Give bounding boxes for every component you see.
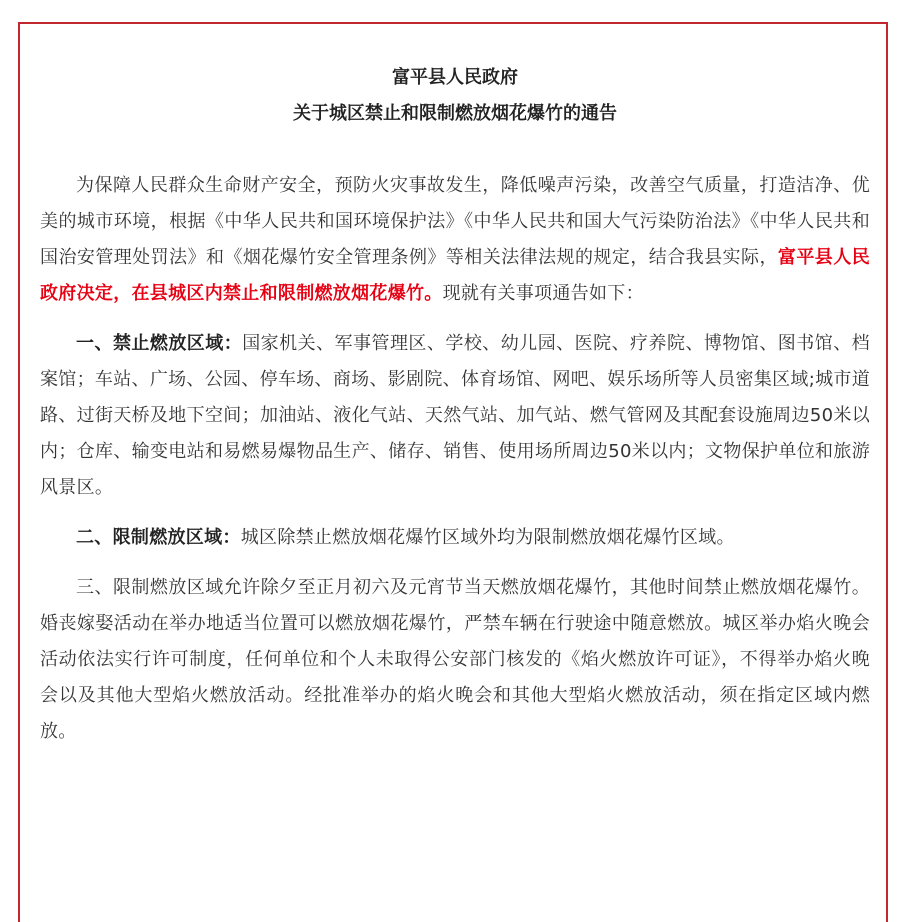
section2-heading: 限制燃放区域： <box>112 527 241 548</box>
section1-prefix: 一、 <box>76 333 113 354</box>
intro-paragraph <box>40 168 870 312</box>
section-permitted-times <box>40 570 870 750</box>
section1-body: 国家机关、军事管理区、学校、幼儿园、医院、疗养院、博物馆、图书馆、档案馆；车站、广场、公园、停车场、商场、影剧院、体育场馆、网吧、娱乐场所等人员密集区域;城市道路、过街天桥及地下空间；加油站、液化气站、天然气站、加气站、燃气管网及其配套设施周边50米以内；仓库、输变电站和易燃易爆物品生产、储存、销售、使用场所周边50米以内；文物保护单位和旅游风景区。 <box>40 333 870 498</box>
notice-title: 关于城区禁止和限制燃放烟花爆竹的通告 <box>293 103 617 124</box>
section2-body: 城区除禁止燃放烟花爆竹区域外均为限制燃放烟花爆竹区域。 <box>240 527 735 548</box>
section-prohibited <box>40 326 870 506</box>
section3-body: 三、限制燃放区域允许除夕至正月初六及元宵节当天燃放烟花爆竹，其他时间禁止燃放烟花爆竹。婚丧嫁娶活动在举办地适当位置可以燃放烟花爆竹，严禁车辆在行驶途中随意燃放。城区举办焰火晚会活动依法实行许可制度，任何单位和个人未取得公安部门核发的《焰火燃放许可证》，不得举办焰火晚会以及其他大型焰火燃放活动。经批准举办的焰火晚会和其他大型焰火燃放活动，须在指定区域内燃放。 <box>40 577 870 742</box>
intro-highlight: 富平县人民政府决定，在县城区内禁止和限制燃放烟花爆竹。 <box>40 247 870 304</box>
intro-text: 为保障人民群众生命财产安全，预防火灾事故发生，降低噪声污染，改善空气质量，打造洁净、优美的城市环境，根据《中华人民共和国环境保护法》《中华人民共和国大气污染防治法》《中华人民共和国治安管理处罚法》和《烟花爆竹安全管理条例》等相关法律法规的规定，结合我县实际， <box>40 175 870 268</box>
intro-text-end: 现就有关事项通告如下： <box>442 283 644 304</box>
notice-document <box>40 60 870 750</box>
section2-prefix: 二、 <box>76 527 113 548</box>
section-restricted <box>40 520 870 556</box>
issuer-title: 富平县人民政府 <box>392 67 518 88</box>
section1-heading: 禁止燃放区域： <box>112 333 243 354</box>
